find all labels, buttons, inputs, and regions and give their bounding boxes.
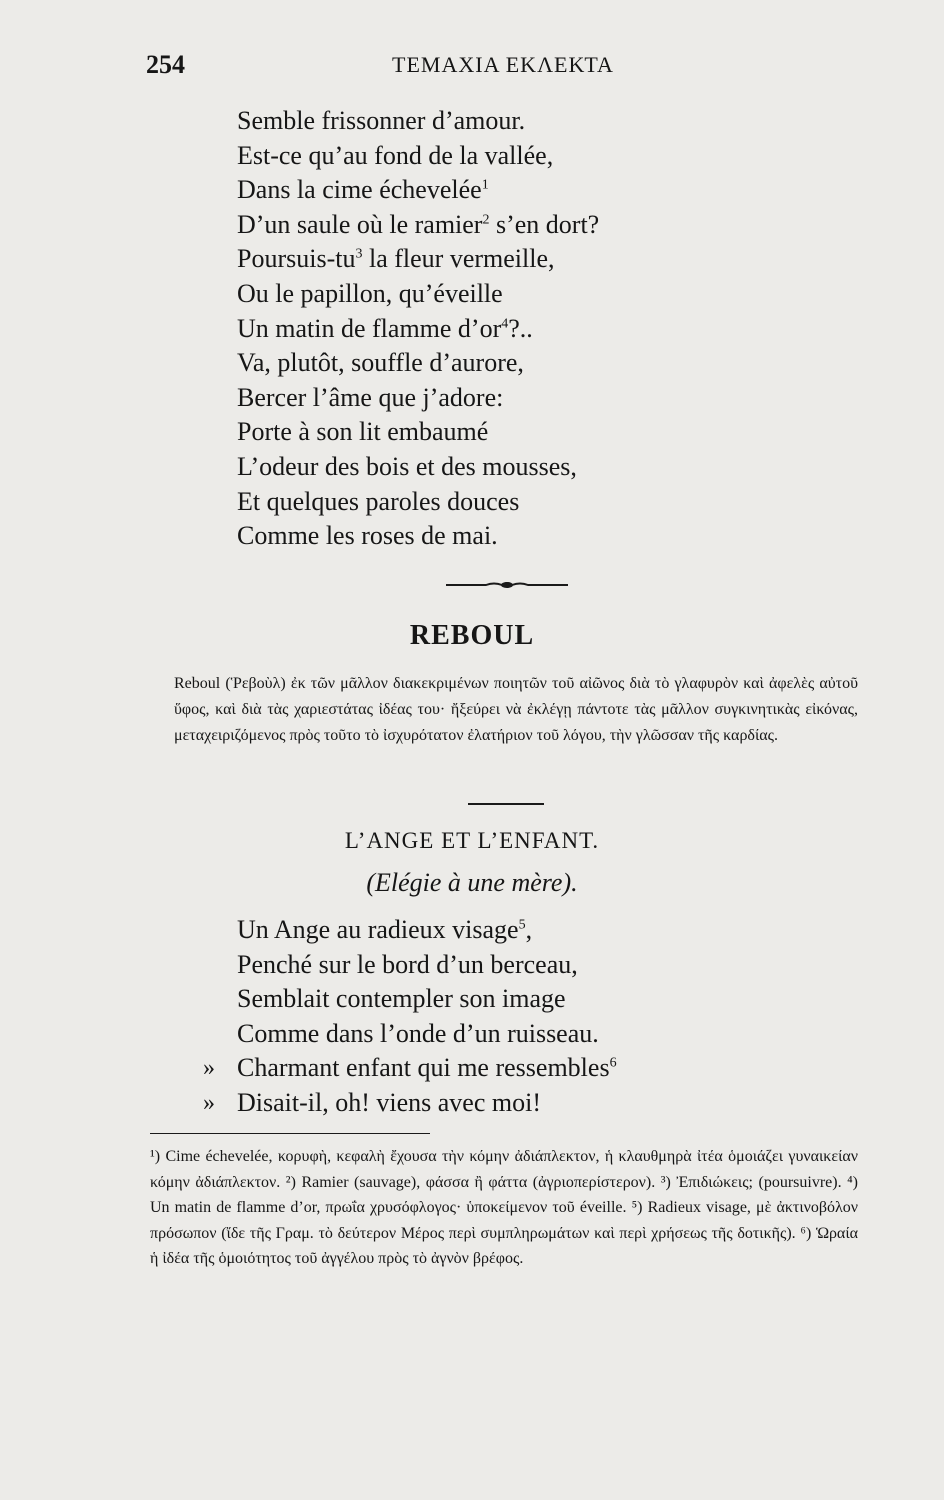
verse-line: Un Ange au radieux visage$^5$, [237, 915, 533, 944]
poem [203, 913, 617, 1121]
verse-line: Penché sur le bord d’un berceau, [237, 949, 578, 979]
verse-line: » Disait-il, oh! viens avec moi! [237, 1086, 617, 1121]
verse-line: Va, plutôt, souffle d’aurore, [237, 348, 524, 378]
verse-line: Bercer l’âme que j’adore: [237, 382, 504, 412]
quote-mark: » [203, 1055, 215, 1082]
footnote-ref: 3 [355, 246, 363, 262]
footnote-ref: 4 [501, 315, 509, 331]
verse-line: Comme les roses de mai. [237, 521, 498, 551]
page-header [146, 50, 860, 84]
quote-mark: » [203, 1089, 215, 1116]
poem-title: L’ANGE ET L’ENFANT. [344, 828, 600, 853]
footnote-divider [150, 1133, 430, 1134]
verse-line: Un matin de flamme $d’or^4$?.. [237, 313, 533, 343]
verse-line: Semble frissonner d’amour. [237, 106, 526, 135]
verse-line: L’odeur des bois et des mousses, [237, 451, 577, 481]
section-divider [468, 803, 544, 805]
verse-line: Et quelques paroles douces [237, 486, 520, 516]
footnote-ref: 1 [481, 177, 489, 193]
ornament-divider-icon [446, 580, 568, 590]
footnote-ref: 6 [609, 1055, 617, 1071]
verse-line: Porte à son lit embaumé [237, 417, 489, 447]
poem-continued [237, 104, 599, 554]
verse-line: Dans la cime échevelée$^1$ [237, 175, 489, 205]
verse-line: Est-ce qu’au fond de la vallée, [237, 140, 554, 170]
footnotes: ¹) Cime échevelée, κορυφὴ, κεφαλὴ ἔχουσα τὴν κόμην ἀδιάπλεκτον, ἡ κλαυθμηρὰ ἰτέα ὁμοιάζει γυναικείαν κόμην ἀδιάπλεκτον. ²) Ramier (sauvage), φάσσα ἢ φάττα (ἀγριοπερίστερον). ³) Ἐπιδιώκεις; (poursuivre). ⁴) Un matin de flamme d’or, πρωΐα χρυσόφλογος· ὑποκείμενον τοῦ éveille. ⁵) Radieux visage, μὲ ἀκτινοβόλον πρόσωπον (ἴδε τῆς Γραμ. τὸ δεύτερον Μέρος περὶ συμπληρωμάτων καὶ περὶ χρήσεως τῆς δοτικῆς). ⁶) Ὡραία ἡ ἰδέα τῆς ὁμοιότητος τοῦ ἀγγέλου πρὸς τὸ ἀγνὸν βρέφος. [150, 1148, 858, 1267]
poem-subtitle: (Elégie à une mère). [366, 868, 578, 897]
footnote-ref: 5 [518, 917, 526, 933]
verse-line: D’un saule où le ramier$^2$ s’en dort? [237, 209, 600, 239]
verse-line: Comme dans l’onde d’un ruisseau. [237, 1018, 599, 1048]
page-number: 254 [146, 50, 185, 79]
verse-line: Ou le papillon, qu’éveille [237, 278, 503, 308]
verse-line: » Charmant enfant qui me ressembles$^6$ [237, 1051, 617, 1086]
verse-line: Poursuis-$tu^3$ la fleur vermeille, [237, 244, 555, 274]
author-bio: Reboul (Ῥεβοὺλ) ἐκ τῶν μᾶλλον διακεκριμένων ποιητῶν τοῦ αἰῶνος διὰ τὸ γλαφυρὸν καὶ ἀφελὲς αὐτοῦ ὕφος, καὶ διὰ τὰς χαριεστάτας ἰδέας του· ἤξεύρει νὰ ἐκλέγῃ πάντοτε τὰς μᾶλλον συγκινητικὰς εἰκόνας, μεταχειριζόμενος πρὸς τοῦτο τὸ ἰσχυρότατον ἐλατήριον τοῦ λόγου, τὴν γλῶσσαν τῆς καρδίας. [174, 675, 858, 744]
verse-line: Semblait contempler son image [237, 984, 566, 1014]
footnote-ref: 2 [482, 212, 490, 228]
author-heading: REBOUL [409, 620, 535, 651]
running-title: ΤΕΜΑΧΙΑ ΕΚΛΕΚΤΑ [392, 52, 614, 77]
